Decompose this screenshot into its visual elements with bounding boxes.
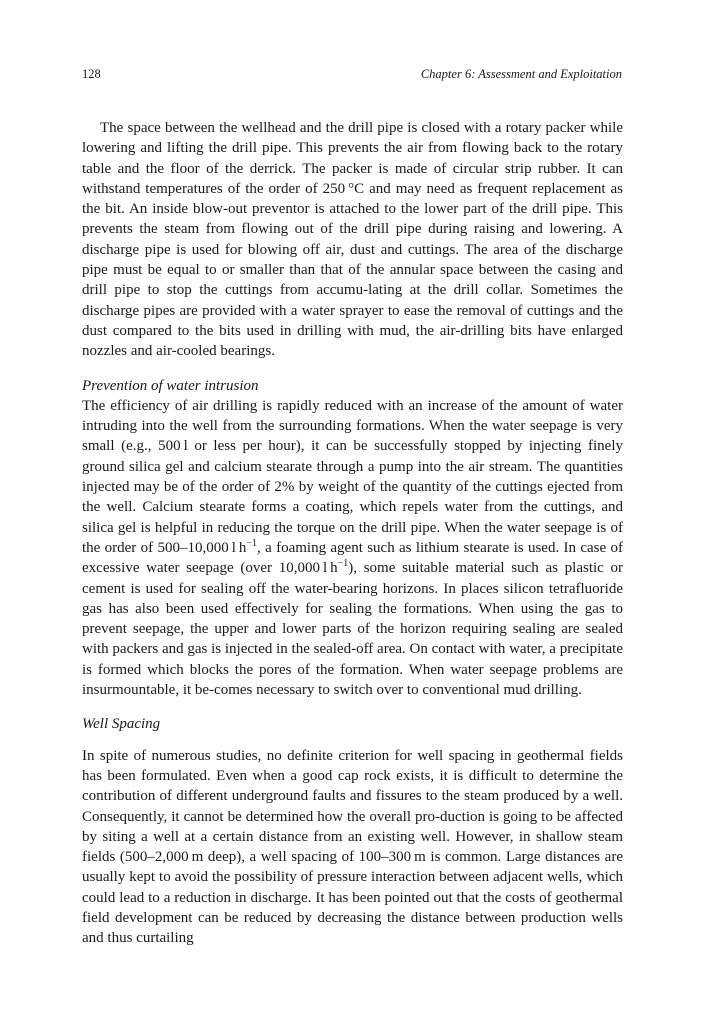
water-text-part-3: ), some suitable material such as plastic or cement is used for sealing off the water-bearing horizons. In places silicon tetrafluoride gas has also been used effectively for sealing the formations. When using the gas to prevent seepage, the upper and lower parts of the horizon requiring sealing are sealed with packers and gas is injected in the sealed-off area. On contact with water, a precipitate is formed which blocks the pores of the formation. When water seepage problems are insurmountable, it be-comes necessary to switch over to conventional mud drilling. xyxy=(82,560,623,699)
section-heading-well-spacing: Well Spacing xyxy=(82,716,161,733)
chapter-title: Chapter 6: Assessment and Exploitation xyxy=(420,67,622,81)
paragraph-rotary-packer: The space between the wellhead and the drill pipe is closed with a rotary packer while lowering and lifting the drill pipe. This prevents the air from flowing back to the rotary table and the floor of the derrick. The packer is made of circular strip rubber. It can withstand temperatures of the order of 250 °C and may need as frequent replacement as the bit. An inside blow-out preventor is attached to the lower part of the drill pipe. This prevents the steam from flowing out of the drill pipe during raising and lowering. A discharge pipe is used for blowing off air, dust and cuttings. The area of the discharge pipe must be equal to or smaller than that of the annular space between the casing and drill pipe to stop the cuttings from accumu-lating at the drill collar. Sometimes the discharge pipes are provided with a water sprayer to ease the removal of cuttings and the dust compared to the bits used in drilling with mud, the air-drilling bits have enlarged nozzles and air-cooled bearings. xyxy=(82,120,623,360)
unit-exponent-2: −1 xyxy=(337,558,349,570)
section-heading-water-intrusion: Prevention of water intrusion xyxy=(82,377,259,394)
water-text-part-1: The efficiency of air drilling is rapidly reduced with an increase of the amount of water intruding into the well from the surrounding formations. When the water seepage is very small (e.g., 500 l or less per hour), it can be successfully stopped by injecting finely ground silica gel and calcium stearate through a pump into the air stream. The quantities injected may be of the order of 2% by weight of the quantity of the cuttings ejected from the well. Calcium stearate forms a coating, which repels water from the cuttings, and silica gel is helpful in reducing the torque on the drill pipe. When the water seepage is of the order of 500–10,000 l h xyxy=(82,397,623,556)
unit-exponent-1: −1 xyxy=(246,537,258,549)
water-text-part-2: , a foaming agent such as lithium stearate is used. In case of excessive water seepage (over 10,000 l h xyxy=(82,539,623,577)
paragraph-water-intrusion xyxy=(82,396,623,700)
paragraph-well-spacing: In spite of numerous studies, no definite criterion for well spacing in geothermal fields has been formulated. Even when a good cap rock exists, it is difficult to determine the contribution of different underground faults and fissures to the steam produced by a well. Consequently, it cannot be determined how the overall pro-duction is going to be affected by siting a well at a certain distance from an existing well. However, in shallow steam fields (500–2,000 m deep), a well spacing of 100–300 m is common. Large distances are usually kept to avoid the possibility of pressure interaction between adjacent wells, which could lead to a reduction in discharge. It has been pointed out that the costs of geothermal field development can be reduced by decreasing the distance between production wells and thus curtailing xyxy=(82,747,623,947)
page-number: 128 xyxy=(82,67,101,81)
body-text xyxy=(82,118,623,949)
